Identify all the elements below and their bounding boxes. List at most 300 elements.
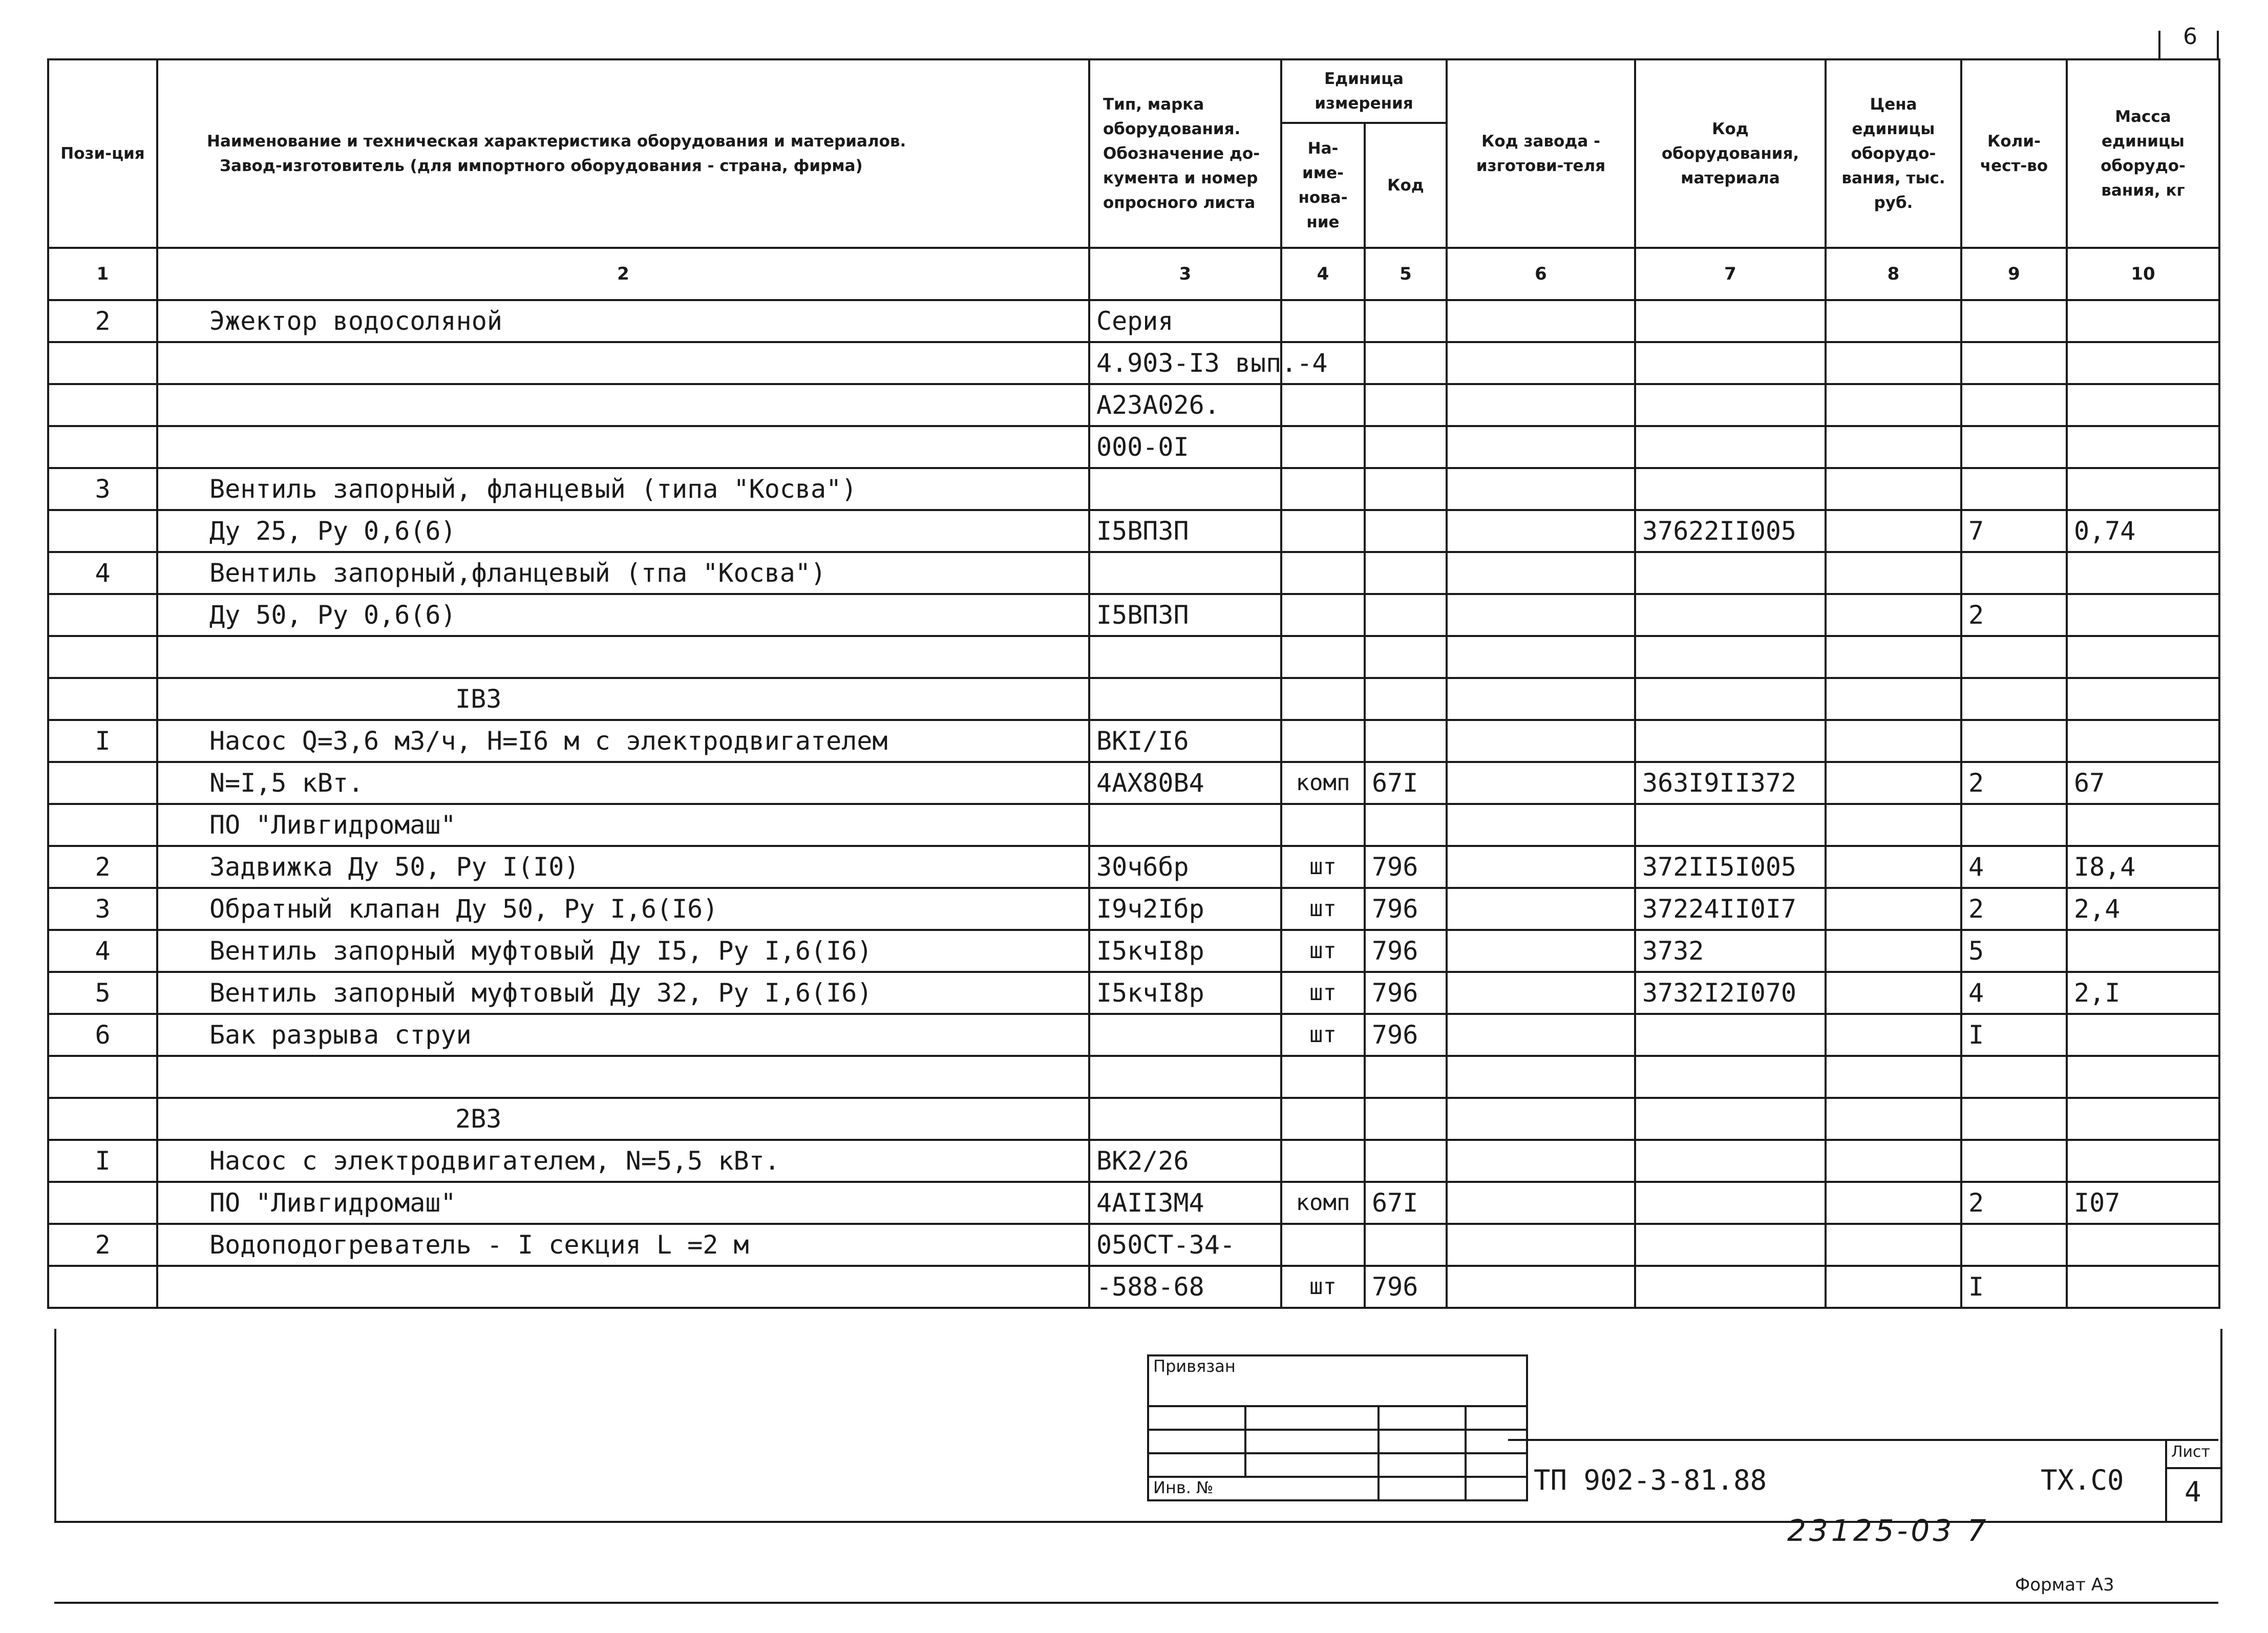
- cell-unit-code: 796: [1365, 1014, 1447, 1056]
- cell-price: [1826, 552, 1961, 594]
- cell-plant-code: [1447, 762, 1635, 804]
- stamp-cell: [1379, 1453, 1466, 1477]
- cell-unit-code: [1365, 636, 1447, 678]
- cell-position: 2: [48, 846, 157, 888]
- cell-mass: [2067, 636, 2219, 678]
- cell-quantity: [1961, 720, 2067, 762]
- cell-unit-code: [1365, 1224, 1447, 1266]
- document-code: ТП 902-3-81.88: [1534, 1464, 1767, 1496]
- cell-unit-name: шт: [1281, 1266, 1365, 1308]
- cell-type: -588-68: [1089, 1266, 1281, 1308]
- stamp-cell: [1379, 1477, 1466, 1500]
- cell-quantity: [1961, 1056, 2067, 1098]
- document-sheet-code: ТХ.С0: [2041, 1464, 2124, 1496]
- cell-type: I5кчI8р: [1089, 930, 1281, 972]
- cell-quantity: I: [1961, 1014, 2067, 1056]
- table-row: [48, 1224, 2219, 1266]
- cell-unit-code: [1365, 1056, 1447, 1098]
- cell-position: [48, 594, 157, 636]
- table-row: [48, 300, 2219, 342]
- cell-plant-code: [1447, 426, 1635, 468]
- cell-unit-name: [1281, 468, 1365, 510]
- approval-stamp: [1147, 1354, 1528, 1501]
- cell-price: [1826, 804, 1961, 846]
- column-number: 3: [1089, 248, 1281, 300]
- header-equipment-code: Код оборудования, материала: [1635, 59, 1826, 248]
- cell-price: [1826, 1098, 1961, 1140]
- cell-plant-code: [1447, 1098, 1635, 1140]
- cell-unit-code: [1365, 426, 1447, 468]
- cell-position: [48, 678, 157, 720]
- table-row: [48, 594, 2219, 636]
- cell-unit-name: [1281, 594, 1365, 636]
- header-quantity: Коли-чест-во: [1961, 59, 2067, 248]
- cell-name: N=I,5 кВт.: [157, 762, 1089, 804]
- cell-plant-code: [1447, 678, 1635, 720]
- cell-type: [1089, 678, 1281, 720]
- cell-type: I5ВПЗП: [1089, 510, 1281, 552]
- cell-type: [1089, 636, 1281, 678]
- cell-equipment-code: [1635, 636, 1826, 678]
- cell-position: 4: [48, 552, 157, 594]
- cell-unit-name: [1281, 1098, 1365, 1140]
- header-position: Пози-ция: [48, 59, 157, 248]
- cell-position: I: [48, 720, 157, 762]
- cell-name: Вентиль запорный,фланцевый (тпа "Косва"): [157, 552, 1089, 594]
- cell-equipment-code: 3732: [1635, 930, 1826, 972]
- cell-mass: [2067, 1014, 2219, 1056]
- table-row: [48, 720, 2219, 762]
- cell-price: [1826, 930, 1961, 972]
- cell-type: I5ВПЗП: [1089, 594, 1281, 636]
- sheet-number-box: [2165, 1439, 2220, 1522]
- cell-position: [48, 804, 157, 846]
- cell-name: Эжектор водосоляной: [157, 300, 1089, 342]
- table-row: [48, 1014, 2219, 1056]
- cell-mass: [2067, 1266, 2219, 1308]
- cell-mass: [2067, 1140, 2219, 1182]
- cell-unit-code: 796: [1365, 972, 1447, 1014]
- cell-unit-name: [1281, 636, 1365, 678]
- cell-plant-code: [1447, 972, 1635, 1014]
- cell-mass: [2067, 1098, 2219, 1140]
- column-number: 1: [48, 248, 157, 300]
- cell-plant-code: [1447, 342, 1635, 384]
- stamp-cell: [1245, 1430, 1379, 1453]
- cell-type: [1089, 552, 1281, 594]
- cell-mass: [2067, 300, 2219, 342]
- cell-plant-code: [1447, 1140, 1635, 1182]
- cell-unit-code: [1365, 594, 1447, 636]
- stamp-cell: [1466, 1406, 1527, 1430]
- table-row: [48, 384, 2219, 426]
- cell-name: Ду 50, Ру 0,6(6): [157, 594, 1089, 636]
- cell-mass: [2067, 1224, 2219, 1266]
- cell-plant-code: [1447, 510, 1635, 552]
- cell-unit-name: [1281, 510, 1365, 552]
- cell-unit-code: [1365, 342, 1447, 384]
- cell-unit-code: 67I: [1365, 1182, 1447, 1224]
- cell-mass: [2067, 552, 2219, 594]
- cell-plant-code: [1447, 1224, 1635, 1266]
- cell-price: [1826, 636, 1961, 678]
- cell-plant-code: [1447, 594, 1635, 636]
- cell-quantity: 4: [1961, 972, 2067, 1014]
- table-row: [48, 678, 2219, 720]
- cell-position: [48, 384, 157, 426]
- cell-position: 3: [48, 468, 157, 510]
- cell-name: ПО "Ливгидромаш": [157, 1182, 1089, 1224]
- cell-mass: [2067, 804, 2219, 846]
- cell-quantity: [1961, 636, 2067, 678]
- header-price: Цена единицы оборудо-вания, тыс. руб.: [1826, 59, 1961, 248]
- header-row: [48, 59, 2219, 123]
- cell-unit-code: [1365, 678, 1447, 720]
- cell-mass: [2067, 384, 2219, 426]
- column-number: 2: [157, 248, 1089, 300]
- column-number: 7: [1635, 248, 1826, 300]
- cell-unit-code: [1365, 720, 1447, 762]
- cell-unit-name: шт: [1281, 846, 1365, 888]
- cell-unit-name: [1281, 678, 1365, 720]
- cell-quantity: [1961, 342, 2067, 384]
- cell-unit-code: [1365, 384, 1447, 426]
- cell-type: А23А026.: [1089, 384, 1281, 426]
- cell-quantity: 2: [1961, 762, 2067, 804]
- cell-quantity: 4: [1961, 846, 2067, 888]
- column-number-row: [48, 248, 2219, 300]
- cell-unit-name: [1281, 1224, 1365, 1266]
- cell-name: IВЗ: [157, 678, 1089, 720]
- cell-unit-code: [1365, 300, 1447, 342]
- cell-unit-name: шт: [1281, 1014, 1365, 1056]
- column-number: 10: [2067, 248, 2219, 300]
- cell-equipment-code: [1635, 1224, 1826, 1266]
- cell-unit-name: шт: [1281, 972, 1365, 1014]
- cell-equipment-code: [1635, 1182, 1826, 1224]
- cell-position: I: [48, 1140, 157, 1182]
- header-name-line1: Наименование и техническая характеристика оборудования и материалов.: [207, 132, 906, 151]
- cell-price: [1826, 510, 1961, 552]
- cell-plant-code: [1447, 552, 1635, 594]
- cell-mass: [2067, 720, 2219, 762]
- column-number: 8: [1826, 248, 1961, 300]
- table-row: [48, 510, 2219, 552]
- table-row: [48, 804, 2219, 846]
- header-mass: Масса единицы оборудо-вания, кг: [2067, 59, 2219, 248]
- cell-quantity: [1961, 1224, 2067, 1266]
- specification-table: [47, 58, 2220, 1309]
- cell-unit-name: [1281, 384, 1365, 426]
- cell-unit-code: 796: [1365, 930, 1447, 972]
- cell-quantity: [1961, 1140, 2067, 1182]
- cell-quantity: 5: [1961, 930, 2067, 972]
- cell-mass: [2067, 594, 2219, 636]
- cell-price: [1826, 300, 1961, 342]
- cell-unit-code: [1365, 552, 1447, 594]
- cell-unit-code: [1365, 1098, 1447, 1140]
- cell-name: [157, 636, 1089, 678]
- handwritten-archive-number: 23125-03 7: [1787, 1513, 1989, 1548]
- column-number: 5: [1365, 248, 1447, 300]
- table-row: [48, 1182, 2219, 1224]
- cell-unit-name: [1281, 426, 1365, 468]
- cell-equipment-code: 372II5I005: [1635, 846, 1826, 888]
- header-name-line2: Завод-изготовитель (для импортного оборудования - страна, фирма): [220, 157, 863, 175]
- cell-plant-code: [1447, 846, 1635, 888]
- cell-plant-code: [1447, 930, 1635, 972]
- cell-quantity: [1961, 678, 2067, 720]
- cell-unit-code: 796: [1365, 846, 1447, 888]
- cell-price: [1826, 342, 1961, 384]
- header-name: [157, 59, 1089, 248]
- cell-equipment-code: [1635, 384, 1826, 426]
- cell-equipment-code: [1635, 1056, 1826, 1098]
- cell-plant-code: [1447, 888, 1635, 930]
- cell-mass: [2067, 342, 2219, 384]
- cell-equipment-code: [1635, 342, 1826, 384]
- cell-plant-code: [1447, 720, 1635, 762]
- cell-equipment-code: 37224II0I7: [1635, 888, 1826, 930]
- cell-equipment-code: [1635, 1140, 1826, 1182]
- cell-price: [1826, 1014, 1961, 1056]
- cell-equipment-code: [1635, 552, 1826, 594]
- column-number: 9: [1961, 248, 2067, 300]
- table-row: [48, 888, 2219, 930]
- stamp-cell: [1148, 1453, 1245, 1477]
- cell-unit-name: [1281, 720, 1365, 762]
- title-block: [1508, 1439, 2218, 1524]
- table-body: [48, 300, 2219, 1308]
- cell-unit-name: [1281, 1140, 1365, 1182]
- cell-position: [48, 426, 157, 468]
- cell-name: Вентиль запорный муфтовый Ду 32, Ру I,6(I6): [157, 972, 1089, 1014]
- cell-equipment-code: [1635, 1266, 1826, 1308]
- sheet-label: Лист: [2171, 1443, 2211, 1461]
- cell-type: 4.903-I3 вып.-4: [1089, 342, 1281, 384]
- cell-unit-code: [1365, 1140, 1447, 1182]
- cell-equipment-code: [1635, 1014, 1826, 1056]
- cell-type: 000-0I: [1089, 426, 1281, 468]
- cell-unit-name: [1281, 804, 1365, 846]
- cell-price: [1826, 888, 1961, 930]
- table-row: [48, 468, 2219, 510]
- cell-plant-code: [1447, 1266, 1635, 1308]
- cell-position: [48, 762, 157, 804]
- corner-number: 6: [2183, 24, 2197, 50]
- cell-unit-name: [1281, 300, 1365, 342]
- cell-plant-code: [1447, 300, 1635, 342]
- header-plant-code: Код завода - изготови-теля: [1447, 59, 1635, 248]
- table-row: [48, 636, 2219, 678]
- cell-plant-code: [1447, 1182, 1635, 1224]
- cell-mass: [2067, 426, 2219, 468]
- cell-name: [157, 1056, 1089, 1098]
- cell-position: [48, 1056, 157, 1098]
- header-type: Тип, марка оборудования. Обозначение до-кумента и номер опросного листа: [1089, 59, 1281, 248]
- cell-plant-code: [1447, 804, 1635, 846]
- format-label: Формат А3: [2015, 1575, 2114, 1595]
- table-row: [48, 846, 2219, 888]
- cell-type: I9ч2Iбр: [1089, 888, 1281, 930]
- cell-quantity: 7: [1961, 510, 2067, 552]
- cell-plant-code: [1447, 468, 1635, 510]
- cell-mass: [2067, 1056, 2219, 1098]
- cell-equipment-code: [1635, 468, 1826, 510]
- cell-type: ВК2/26: [1089, 1140, 1281, 1182]
- cell-type: I5кчI8р: [1089, 972, 1281, 1014]
- cell-name: 2ВЗ: [157, 1098, 1089, 1140]
- cell-price: [1826, 1266, 1961, 1308]
- cell-type: 050СТ-34-: [1089, 1224, 1281, 1266]
- table-row: [48, 342, 2219, 384]
- cell-plant-code: [1447, 1014, 1635, 1056]
- cell-price: [1826, 1224, 1961, 1266]
- cell-plant-code: [1447, 636, 1635, 678]
- bottom-rule: [54, 1602, 2218, 1604]
- cell-quantity: I: [1961, 1266, 2067, 1308]
- cell-price: [1826, 678, 1961, 720]
- cell-name: Ду 25, Ру 0,6(6): [157, 510, 1089, 552]
- cell-position: [48, 510, 157, 552]
- cell-equipment-code: [1635, 594, 1826, 636]
- cell-position: 6: [48, 1014, 157, 1056]
- table-row: [48, 426, 2219, 468]
- stamp-cell: [1148, 1406, 1245, 1430]
- sheet-number: 4: [2185, 1476, 2201, 1508]
- cell-type: [1089, 1056, 1281, 1098]
- attached-label: Привязан: [1148, 1355, 1527, 1406]
- cell-type: 30ч6бр: [1089, 846, 1281, 888]
- table-row: [48, 762, 2219, 804]
- cell-type: Серия: [1089, 300, 1281, 342]
- cell-quantity: 2: [1961, 1182, 2067, 1224]
- cell-unit-name: комп: [1281, 1182, 1365, 1224]
- cell-plant-code: [1447, 384, 1635, 426]
- cell-unit-code: [1365, 804, 1447, 846]
- cell-price: [1826, 594, 1961, 636]
- cell-price: [1826, 762, 1961, 804]
- cell-price: [1826, 846, 1961, 888]
- cell-unit-code: [1365, 468, 1447, 510]
- cell-unit-code: 796: [1365, 1266, 1447, 1308]
- cell-quantity: [1961, 384, 2067, 426]
- cell-type: 4АХ80В4: [1089, 762, 1281, 804]
- cell-mass: 0,74: [2067, 510, 2219, 552]
- cell-quantity: [1961, 300, 2067, 342]
- table-row: [48, 1266, 2219, 1308]
- cell-mass: [2067, 468, 2219, 510]
- stamp-cell: [1245, 1453, 1379, 1477]
- cell-quantity: 2: [1961, 594, 2067, 636]
- corner-tab: [2158, 24, 2219, 58]
- cell-quantity: [1961, 552, 2067, 594]
- cell-name: [157, 426, 1089, 468]
- cell-name: Бак разрыва струи: [157, 1014, 1089, 1056]
- cell-position: 4: [48, 930, 157, 972]
- cell-price: [1826, 1182, 1961, 1224]
- cell-type: ВКI/I6: [1089, 720, 1281, 762]
- table-row: [48, 930, 2219, 972]
- cell-position: [48, 636, 157, 678]
- cell-mass: I07: [2067, 1182, 2219, 1224]
- table-row: [48, 1056, 2219, 1098]
- cell-name: [157, 342, 1089, 384]
- cell-equipment-code: 363I9II372: [1635, 762, 1826, 804]
- column-number: 6: [1447, 248, 1635, 300]
- cell-position: [48, 1098, 157, 1140]
- sheet-box-divider: [2167, 1467, 2220, 1469]
- cell-unit-name: шт: [1281, 888, 1365, 930]
- cell-equipment-code: 37622II005: [1635, 510, 1826, 552]
- cell-price: [1826, 972, 1961, 1014]
- cell-mass: 2,I: [2067, 972, 2219, 1014]
- cell-equipment-code: [1635, 1098, 1826, 1140]
- cell-unit-name: шт: [1281, 930, 1365, 972]
- cell-mass: I8,4: [2067, 846, 2219, 888]
- cell-equipment-code: 3732I2I070: [1635, 972, 1826, 1014]
- cell-unit-name: [1281, 552, 1365, 594]
- cell-mass: 67: [2067, 762, 2219, 804]
- cell-type: [1089, 804, 1281, 846]
- cell-quantity: [1961, 1098, 2067, 1140]
- table-row: [48, 552, 2219, 594]
- cell-equipment-code: [1635, 678, 1826, 720]
- cell-type: 4АII3М4: [1089, 1182, 1281, 1224]
- stamp-cell: [1379, 1430, 1466, 1453]
- cell-price: [1826, 384, 1961, 426]
- cell-plant-code: [1447, 1056, 1635, 1098]
- stamp-cell: [1379, 1406, 1466, 1430]
- cell-unit-name: [1281, 1056, 1365, 1098]
- table-row: [48, 972, 2219, 1014]
- cell-quantity: 2: [1961, 888, 2067, 930]
- cell-unit-name: комп: [1281, 762, 1365, 804]
- cell-name: Насос с электродвигателем, N=5,5 кВт.: [157, 1140, 1089, 1182]
- cell-position: [48, 1182, 157, 1224]
- cell-position: 2: [48, 1224, 157, 1266]
- cell-type: [1089, 468, 1281, 510]
- cell-equipment-code: [1635, 300, 1826, 342]
- cell-mass: [2067, 678, 2219, 720]
- cell-position: [48, 1266, 157, 1308]
- stamp-cell: [1245, 1406, 1379, 1430]
- cell-name: Вентиль запорный муфтовый Ду I5, Ру I,6(I6): [157, 930, 1089, 972]
- cell-position: 2: [48, 300, 157, 342]
- cell-quantity: [1961, 426, 2067, 468]
- cell-name: Задвижка Ду 50, Ру I(I0): [157, 846, 1089, 888]
- cell-type: [1089, 1014, 1281, 1056]
- cell-name: ПО "Ливгидромаш": [157, 804, 1089, 846]
- cell-price: [1826, 720, 1961, 762]
- cell-quantity: [1961, 468, 2067, 510]
- cell-name: [157, 384, 1089, 426]
- cell-mass: [2067, 930, 2219, 972]
- table-row: [48, 1140, 2219, 1182]
- header-unit-code: Код: [1365, 123, 1447, 248]
- cell-type: [1089, 1098, 1281, 1140]
- table-row: [48, 1098, 2219, 1140]
- inventory-number-label: Инв. №: [1148, 1477, 1379, 1500]
- cell-price: [1826, 1140, 1961, 1182]
- cell-name: Обратный клапан Ду 50, Ру I,6(I6): [157, 888, 1089, 930]
- cell-name: Водоподогреватель - I секция L =2 м: [157, 1224, 1089, 1266]
- cell-position: [48, 342, 157, 384]
- cell-unit-code: [1365, 510, 1447, 552]
- header-unit-name: На-име-нова-ние: [1281, 123, 1365, 248]
- cell-unit-code: 67I: [1365, 762, 1447, 804]
- cell-position: 5: [48, 972, 157, 1014]
